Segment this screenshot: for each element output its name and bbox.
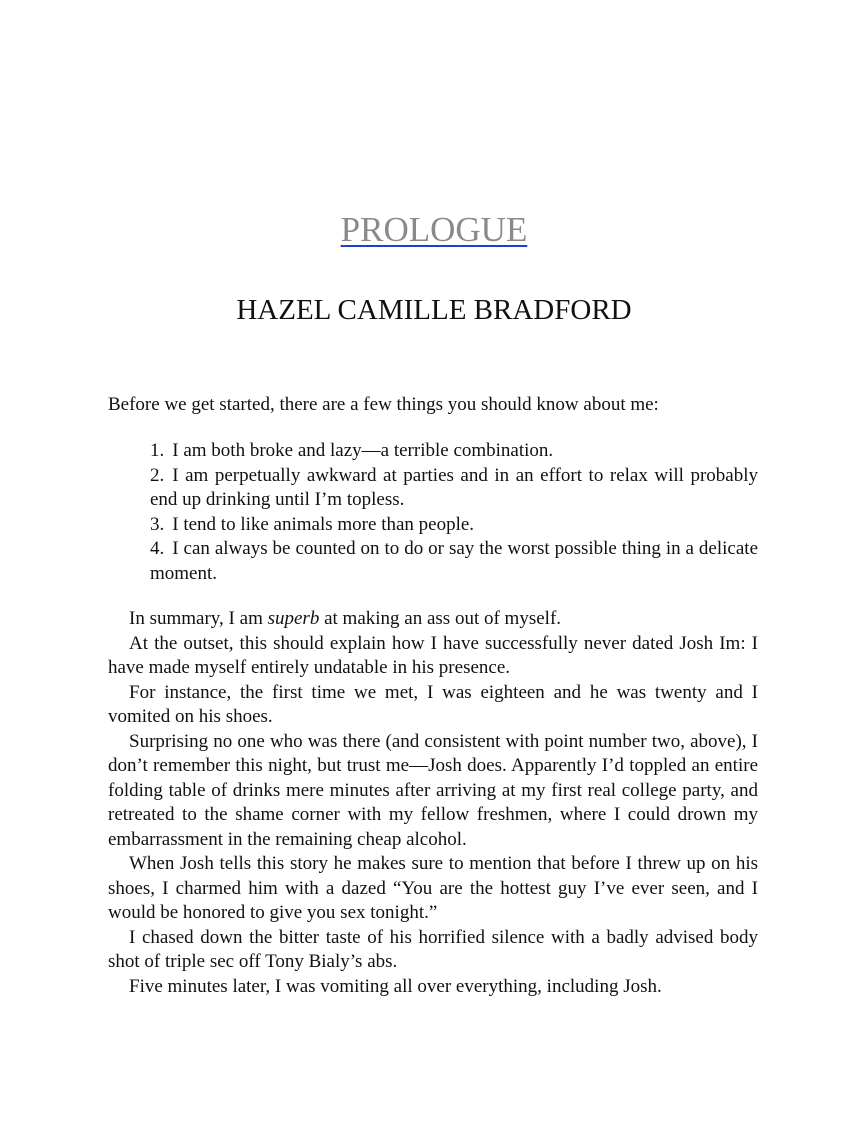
list-item — [150, 464, 758, 513]
paragraph: For instance, the first time we met, I was eighteen and he was twenty and I vomited on his shoes. — [108, 681, 758, 727]
paragraph: I chased down the bitter taste of his horrified silence with a badly advised body shot of triple sec off Tony Bialy’s abs. — [108, 926, 758, 972]
list-item — [150, 537, 758, 586]
list-text: I can always be counted on to do or say the worst possible thing in a delicate moment. — [150, 538, 758, 584]
intro-paragraph: Before we get started, there are a few things you should know about me: — [108, 394, 659, 415]
list-number: 2. — [150, 464, 165, 486]
chapter-title: HAZEL CAMILLE BRADFORD — [236, 294, 632, 326]
list-text: I tend to like animals more than people. — [172, 513, 475, 535]
paragraph: Five minutes later, I was vomiting all over everything, including Josh. — [129, 975, 662, 997]
list-text: I am perpetually awkward at parties and in an effort to relax will probably end up drinking until I’m topless. — [150, 464, 758, 510]
summary-text-after: at making an ass out of myself. — [319, 608, 562, 629]
numbered-list — [150, 439, 758, 586]
list-item — [150, 439, 758, 464]
list-item — [150, 513, 758, 538]
list-number: 4. — [150, 538, 165, 559]
body-paragraphs — [108, 607, 758, 999]
paragraph: When Josh tells this story he makes sure to mention that before I threw up on his shoes, I charmed him with a dazed “You are the hottest guy I’ve ever seen, and I would be honored to give you sex tonight.” — [108, 853, 758, 923]
list-number: 1. — [150, 440, 165, 461]
prologue-link[interactable]: PROLOGUE — [340, 210, 528, 249]
summary-text-before: In summary, I am — [129, 608, 268, 629]
list-number: 3. — [150, 513, 165, 535]
chapter-heading — [0, 208, 868, 252]
summary-paragraph — [108, 607, 758, 632]
list-text: I am both broke and lazy—a terrible combination. — [172, 440, 554, 461]
paragraph: Surprising no one who was there (and consistent with point number two, above), I don’t remember this night, but trust me—Josh does. Apparently I’d toppled an entire folding table of drinks mere minutes after arriving at my first real college party, and retreated to the shame corner with my fellow freshmen, where I could drown my embarrassment in the remaining cheap alcohol. — [108, 730, 758, 850]
summary-emphasis: superb — [267, 608, 320, 629]
paragraph: At the outset, this should explain how I have successfully never dated Josh Im: I have made myself entirely undatable in his presence. — [108, 632, 758, 678]
